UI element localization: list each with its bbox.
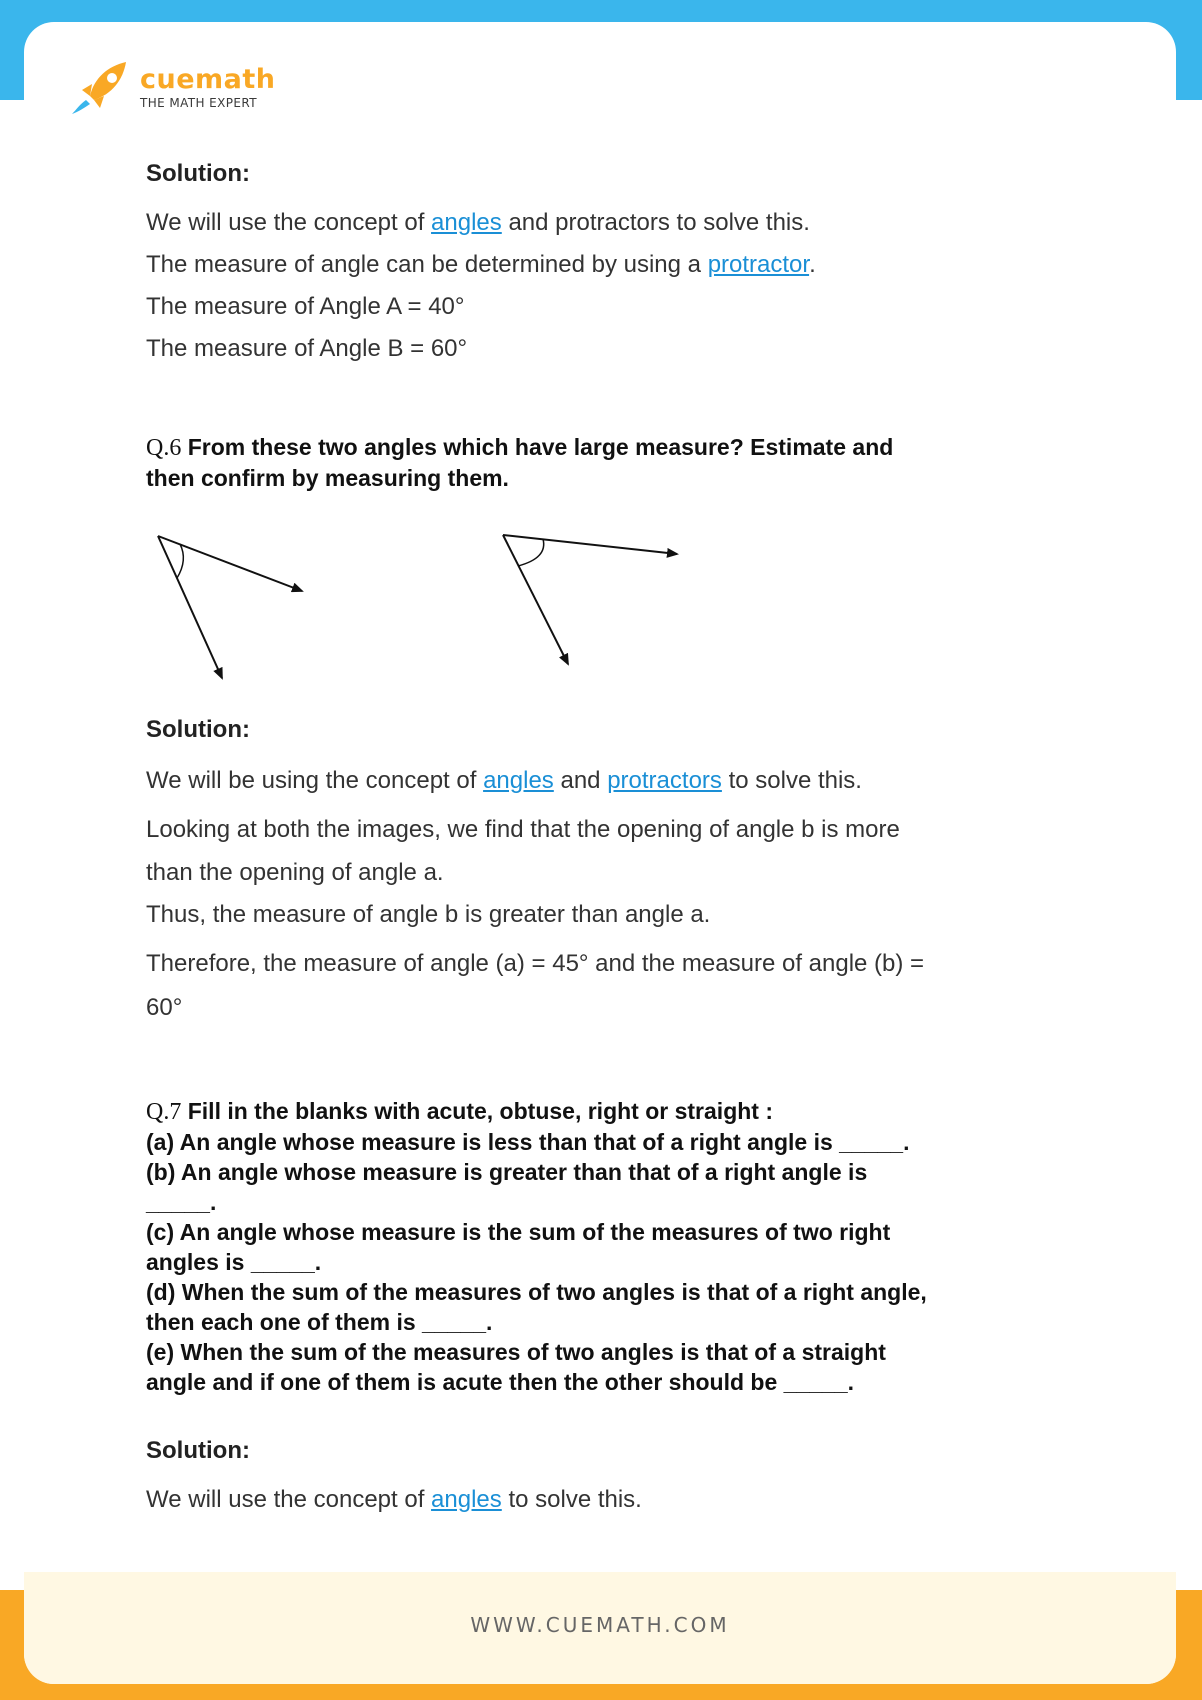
text-span: to solve this.: [721, 767, 862, 794]
text-span: We will be using the concept of: [146, 767, 484, 794]
angle-b-figure: [503, 535, 677, 664]
question-part-e: (e) When the sum of the measures of two angles is that of a straight: [146, 1339, 886, 1365]
angle-figures: [0, 0, 1202, 700]
question-part-b: (b) An angle whose measure is greater than that of a right angle is: [146, 1159, 868, 1185]
text-span: We will use the concept of: [146, 1486, 432, 1513]
link-protractor[interactable]: protractor: [707, 251, 810, 278]
question-part-d: (d) When the sum of the measures of two angles is that of a right angle,: [146, 1279, 927, 1305]
solution-line: The measure of Angle A = 40°: [146, 293, 465, 320]
solution-line: Looking at both the images, we find that the opening of angle b is more: [146, 816, 900, 843]
text-span: and: [553, 767, 608, 794]
text-span: .: [809, 251, 816, 278]
question-part-a: (a) An angle whose measure is less than that of a right angle is _____.: [146, 1129, 910, 1155]
question-text: From these two angles which have large measure? Estimate and: [187, 434, 894, 460]
solution-heading: Solution:: [146, 716, 250, 743]
solution-line: Therefore, the measure of angle (a) = 45° and the measure of angle (b) =: [146, 950, 925, 977]
link-protractors[interactable]: protractors: [607, 767, 722, 794]
angle-a-figure: [158, 536, 302, 678]
text-span: We will use the concept of: [146, 209, 432, 236]
question-number: Q.7: [146, 1099, 182, 1125]
question-7: [146, 1096, 1046, 1397]
question-part-d: then each one of them is _____.: [146, 1309, 493, 1335]
solution-heading: Solution:: [146, 1437, 250, 1464]
text-span: The measure of angle can be determined by using a: [146, 251, 708, 278]
solution-line: 60°: [146, 994, 183, 1021]
question-part-c: (c) An angle whose measure is the sum of the measures of two right: [146, 1219, 891, 1245]
solution-line: [146, 767, 862, 795]
brand-name: cuemath: [140, 64, 276, 95]
question-part-e: angle and if one of them is acute then the other should be _____.: [146, 1369, 855, 1395]
question-part-b: _____.: [146, 1189, 217, 1215]
solution-line: Thus, the measure of angle b is greater than angle a.: [146, 901, 711, 928]
question-part-c: angles is _____.: [146, 1249, 322, 1275]
solution-line: [146, 1486, 642, 1514]
brand-tagline: THE MATH EXPERT: [140, 96, 257, 110]
link-angles[interactable]: angles: [431, 209, 502, 236]
question-text: Fill in the blanks with acute, obtuse, right or straight :: [187, 1098, 773, 1124]
footer-url[interactable]: WWW.CUEMATH.COM: [470, 1613, 730, 1637]
link-angles[interactable]: angles: [431, 1486, 502, 1513]
solution-heading: Solution:: [146, 160, 250, 187]
text-span: to solve this.: [501, 1486, 642, 1513]
solution-line: than the opening of angle a.: [146, 859, 444, 886]
link-angles[interactable]: angles: [483, 767, 554, 794]
text-span: and protractors to solve this.: [501, 209, 810, 236]
footer: [24, 1572, 1176, 1684]
question-number: Q.6: [146, 435, 182, 461]
solution-line: The measure of Angle B = 60°: [146, 335, 468, 362]
question-text: then confirm by measuring them.: [146, 465, 509, 491]
